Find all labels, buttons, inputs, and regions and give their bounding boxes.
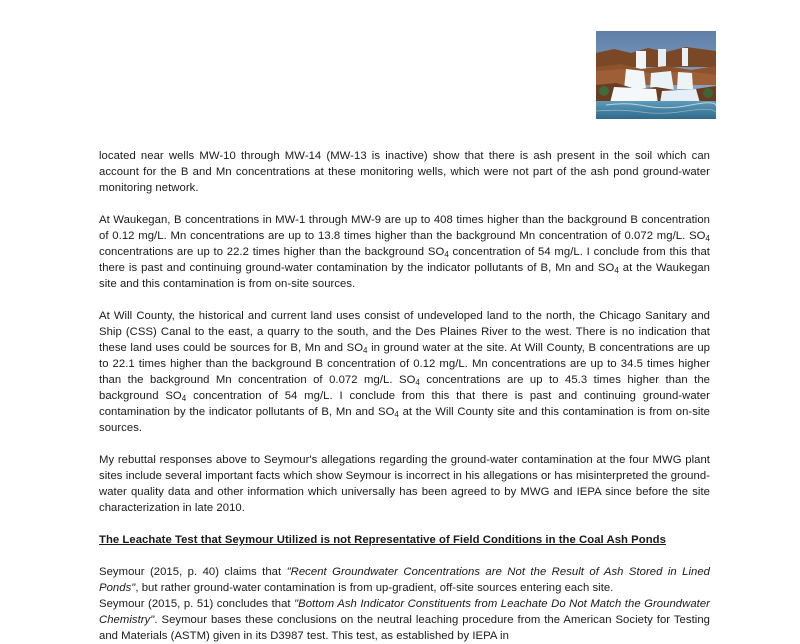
- paragraph-intro-continuation: located near wells MW-10 through MW-14 (MW-13 is inactive) show that there is ash present in the soil which can account for the B and Mn concentrations at these monitoring wells, which were not part of the ash pond ground-water monitoring network.: [99, 150, 710, 194]
- paragraph-waukegan: At Waukegan, B concentrations in MW-1 through MW-9 are up to 408 times higher than the background B concentration of 0.12 mg/L. Mn concentrations are up to 13.8 times higher than the background Mn concentration of 0.072 mg/L. $SO_4$ concentrations are up to 22.2 times higher than the background $SO_4$ concentration of 54 mg/L. I conclude from this that there is past and continuing ground-water contamination by the indicator pollutants of B, Mn and $SO_4$ at the Waukegan site and this contamination is from on-site sources.: [99, 214, 711, 290]
- section-heading: The Leachate Test that Seymour Utilized is not Representative of Field Conditions in the Coal Ash Ponds: [99, 534, 666, 546]
- document-body: [99, 148, 710, 644]
- section-paragraph-2: Seymour (2015, p. 51) concludes that "Bottom Ash Indicator Constituents from Leachate Do Not Match the Groundwater Chemistry". Seymour bases these conclusions on the neutral leaching procedure from the American Society for Testing and Materials (ASTM) given in its D3987 test. This test, as established by IEPA in: [99, 598, 710, 642]
- paragraph-rebuttal: My rebuttal responses above to Seymour's allegations regarding the ground-water contamination at the four MWG plant sites include several important facts which show Seymour is incorrect in his allegations or has misinterpreted the ground-water quality data and other information which universally has been agreed to by MWG and IEPA since before the site characterization in late 2010.: [99, 454, 710, 514]
- waterfall-photo: [596, 31, 716, 119]
- paragraph-will-county: At Will County, the historical and current land uses consist of undeveloped land to the north, the Chicago Sanitary and Ship (CSS) Canal to the east, a quarry to the south, and the Des Plaines River to the west. There is no indication that these land uses could be sources for B, Mn and $SO_4$ in ground water at the site. At Will County, B concentrations are up to 22.1 times higher than the background B concentration of 0.12 mg/L. Mn concentrations are up to 34.5 times higher than the background Mn concentration of 0.072 mg/L. $SO_4$ concentrations are up to 45.3 times higher than the background $SO_4$ concentration of 54 mg/L. I conclude from this that there is past and continuing ground-water contamination by the indicator pollutants of B, Mn and $SO_4$ at the Will County site and this contamination is from on-site sources.: [99, 310, 710, 434]
- section-paragraph-1: Seymour (2015, p. 40) claims that "Recent Groundwater Concentrations are Not the Result of Ash Stored in Lined Ponds", but rather ground-water contamination is from up-gradient, off-site sources entering each site.: [99, 566, 711, 594]
- waterfall-image: [596, 31, 716, 119]
